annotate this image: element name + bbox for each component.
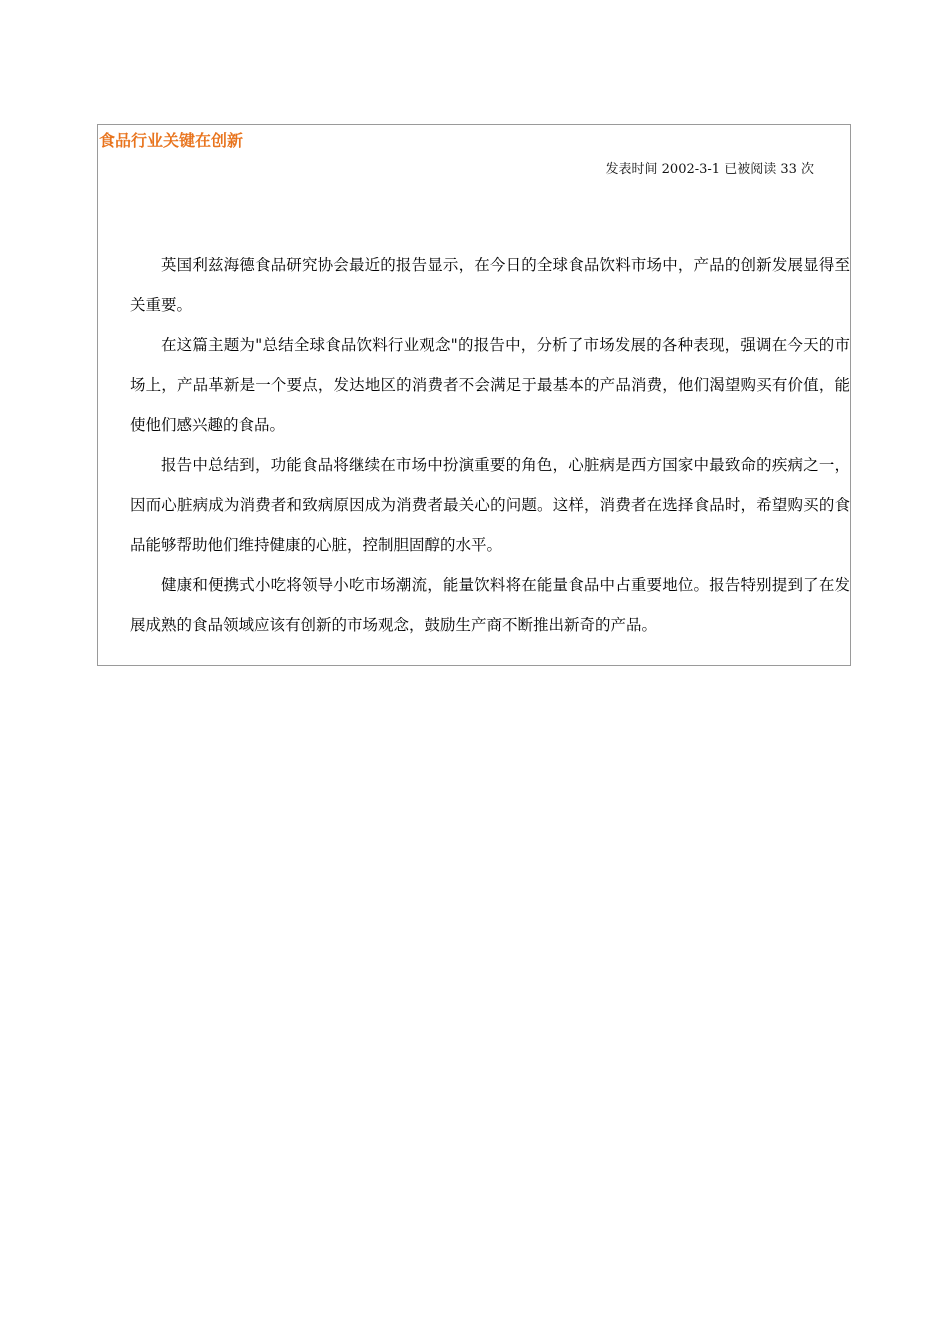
article-title: 食品行业关键在创新 (99, 131, 244, 150)
article-paragraph: 健康和便携式小吃将领导小吃市场潮流，能量饮料将在能量食品中占重要地位。报告特别提到了在发展成熟的食品领域应该有创新的市场观念，鼓励生产商不断推出新奇的产品。 (130, 576, 850, 634)
article-body (130, 245, 850, 645)
article-paragraph: 英国利兹海德食品研究协会最近的报告显示，在今日的全球食品饮料市场中，产品的创新发展显得至关重要。 (130, 256, 850, 314)
article-meta: 发表时间 2002-3-1 已被阅读 33 次 (605, 162, 814, 177)
article-paragraph: 在这篇主题为"总结全球食品饮料行业观念"的报告中，分析了市场发展的各种表现，强调在今天的市场上，产品革新是一个要点，发达地区的消费者不会满足于最基本的产品消费，他们渴望购买有价值，能使他们感兴趣的食品。 (130, 336, 850, 434)
article-paragraph: 报告中总结到，功能食品将继续在市场中扮演重要的角色，心脏病是西方国家中最致命的疾病之一，因而心脏病成为消费者和致病原因成为消费者最关心的问题。这样，消费者在选择食品时，希望购买的食品能够帮助他们维持健康的心脏，控制胆固醇的水平。 (130, 456, 850, 554)
article-box (97, 124, 851, 666)
